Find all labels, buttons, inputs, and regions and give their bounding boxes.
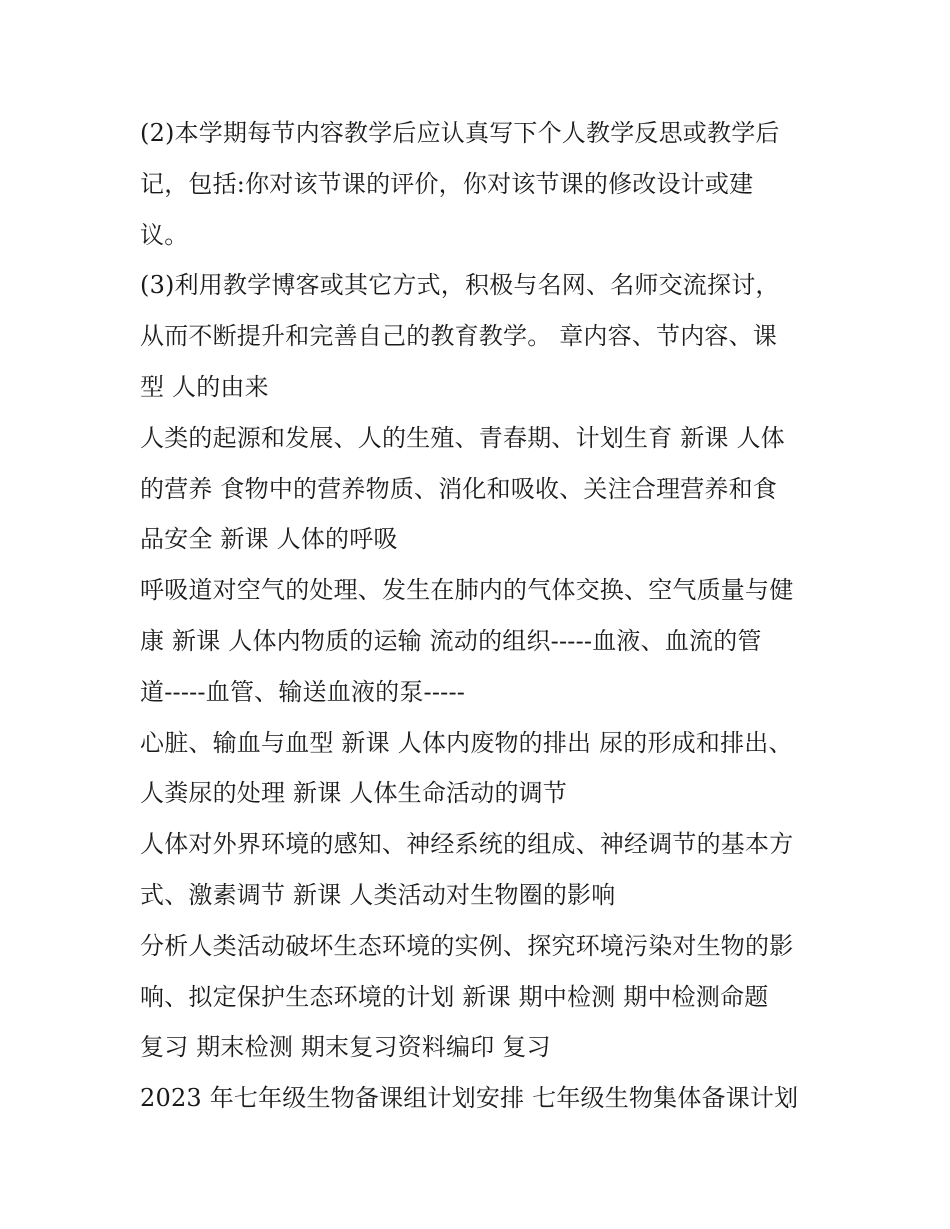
text-line-15: 人体对外界环境的感知、神经系统的组成、神经调节的基本方 bbox=[140, 830, 794, 859]
text-line-19: 复习 期末检测 期末复习资料编印 复习 bbox=[140, 1033, 551, 1062]
text-line-12: 道-----血管、输送血液的泵----- bbox=[140, 677, 466, 706]
text-line-7: 人类的起源和发展、人的生殖、青春期、计划生育 新课 人体 bbox=[140, 423, 785, 452]
text-line-9: 品安全 新课 人体的呼吸 bbox=[140, 525, 398, 554]
text-line-5: 从而不断提升和完善自己的教育教学。 章内容、节内容、课 bbox=[140, 322, 778, 351]
text-line-8: 的营养 食物中的营养物质、消化和吸收、关注合理营养和食 bbox=[140, 474, 778, 503]
text-line-3: 议。 bbox=[140, 220, 189, 249]
text-line-1: (2)本学期每节内容教学后应认真写下个人教学反思或教学后 bbox=[140, 119, 780, 147]
document-body bbox=[140, 108, 820, 1124]
text-line-11: 康 新课 人体内物质的运输 流动的组织-----血液、血流的管 bbox=[140, 626, 762, 655]
text-line-2: 记，包括:你对该节课的评价，你对该节课的修改设计或建 bbox=[140, 169, 754, 198]
text-line-13: 心脏、输血与血型 新课 人体内废物的排出 尿的形成和排出、 bbox=[140, 728, 793, 757]
text-line-16: 式、激素调节 新课 人类活动对生物圈的影响 bbox=[140, 880, 616, 909]
text-line-10: 呼吸道对空气的处理、发生在肺内的气体交换、空气质量与健 bbox=[140, 576, 794, 605]
text-line-4: (3)利用教学博客或其它方式，积极与名网、名师交流探讨， bbox=[140, 271, 780, 300]
text-line-18: 响、拟定保护生态环境的计划 新课 期中检测 期中检测命题 bbox=[140, 982, 769, 1011]
text-line-20: 2023 年七年级生物备课组计划安排 七年级生物集体备课计划 bbox=[140, 1084, 799, 1113]
text-line-6: 型 人的由来 bbox=[140, 372, 269, 401]
text-line-14: 人粪尿的处理 新课 人体生命活动的调节 bbox=[140, 779, 568, 808]
text-line-17: 分析人类活动破坏生态环境的实例、探究环境污染对生物的影 bbox=[140, 931, 794, 960]
